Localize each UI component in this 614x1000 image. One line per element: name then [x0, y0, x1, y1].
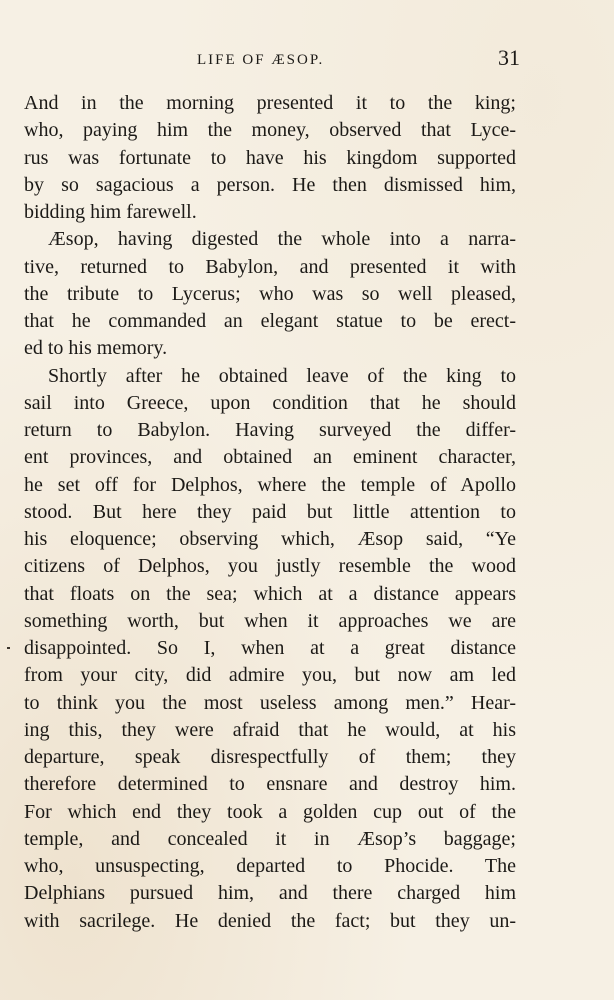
text-line: who, unsuspecting, departed to Phocide. The — [24, 855, 516, 877]
text-line: by so sagacious a person. He then dismissed him, — [24, 173, 516, 196]
text-line: that floats on the sea; which at a distance appears — [24, 582, 516, 605]
text-line: Æsop, having digested the whole into a narra- — [48, 228, 516, 251]
body-text — [24, 90, 516, 935]
text-line: stood. But here they paid but little attention to — [24, 500, 516, 523]
text-line: temple, and concealed it in Æsop’s baggage; — [24, 827, 516, 850]
text-line: he set off for Delphos, where the temple of Apollo — [24, 473, 516, 496]
text-line: And in the morning presented it to the king; — [24, 92, 516, 114]
text-line: with sacrilege. He denied the fact; but they un- — [24, 909, 516, 932]
text-line: departure, speak disrespectfully of them; they — [24, 746, 516, 768]
text-line: from your city, did admire you, but now am led — [24, 664, 516, 687]
text-line: ing this, they were afraid that he would, at his — [24, 718, 516, 741]
text-line: something worth, but when it approaches we are — [24, 609, 516, 632]
text-line: return to Babylon. Having surveyed the differ- — [24, 419, 516, 441]
margin-mark — [7, 647, 10, 649]
text-line: who, paying him the money, observed that Lyce- — [24, 119, 516, 142]
text-line: sail into Greece, upon condition that he should — [24, 391, 516, 414]
text-line: tive, returned to Babylon, and presented it with — [24, 255, 516, 278]
text-line: his eloquence; observing which, Æsop said, “Ye — [24, 528, 516, 550]
text-line: Delphians pursued him, and there charged him — [24, 882, 516, 905]
text-line: rus was fortunate to have his kingdom supported — [24, 146, 516, 169]
text-line: to think you the most useless among men.” Hear- — [24, 691, 516, 714]
running-head: LIFE OF ÆSOP. — [197, 52, 325, 68]
text-line: ed to his memory. — [24, 337, 168, 360]
page-header — [22, 46, 520, 76]
text-line: Shortly after he obtained leave of the king to — [48, 364, 516, 387]
text-line: citizens of Delphos, you justly resemble the wood — [24, 555, 516, 578]
text-line: therefore determined to ensnare and destroy him. — [24, 773, 516, 796]
text-line: that he commanded an elegant statue to be erect- — [24, 310, 516, 332]
page-number: 31 — [498, 45, 520, 70]
text-line: disappointed. So I, when at a great distance — [24, 637, 516, 659]
text-line: bidding him farewell. — [24, 201, 197, 223]
text-line: ent provinces, and obtained an eminent character, — [24, 446, 516, 469]
text-line: the tribute to Lycerus; who was so well pleased, — [24, 282, 516, 305]
text-line: For which end they took a golden cup out of the — [24, 800, 516, 823]
